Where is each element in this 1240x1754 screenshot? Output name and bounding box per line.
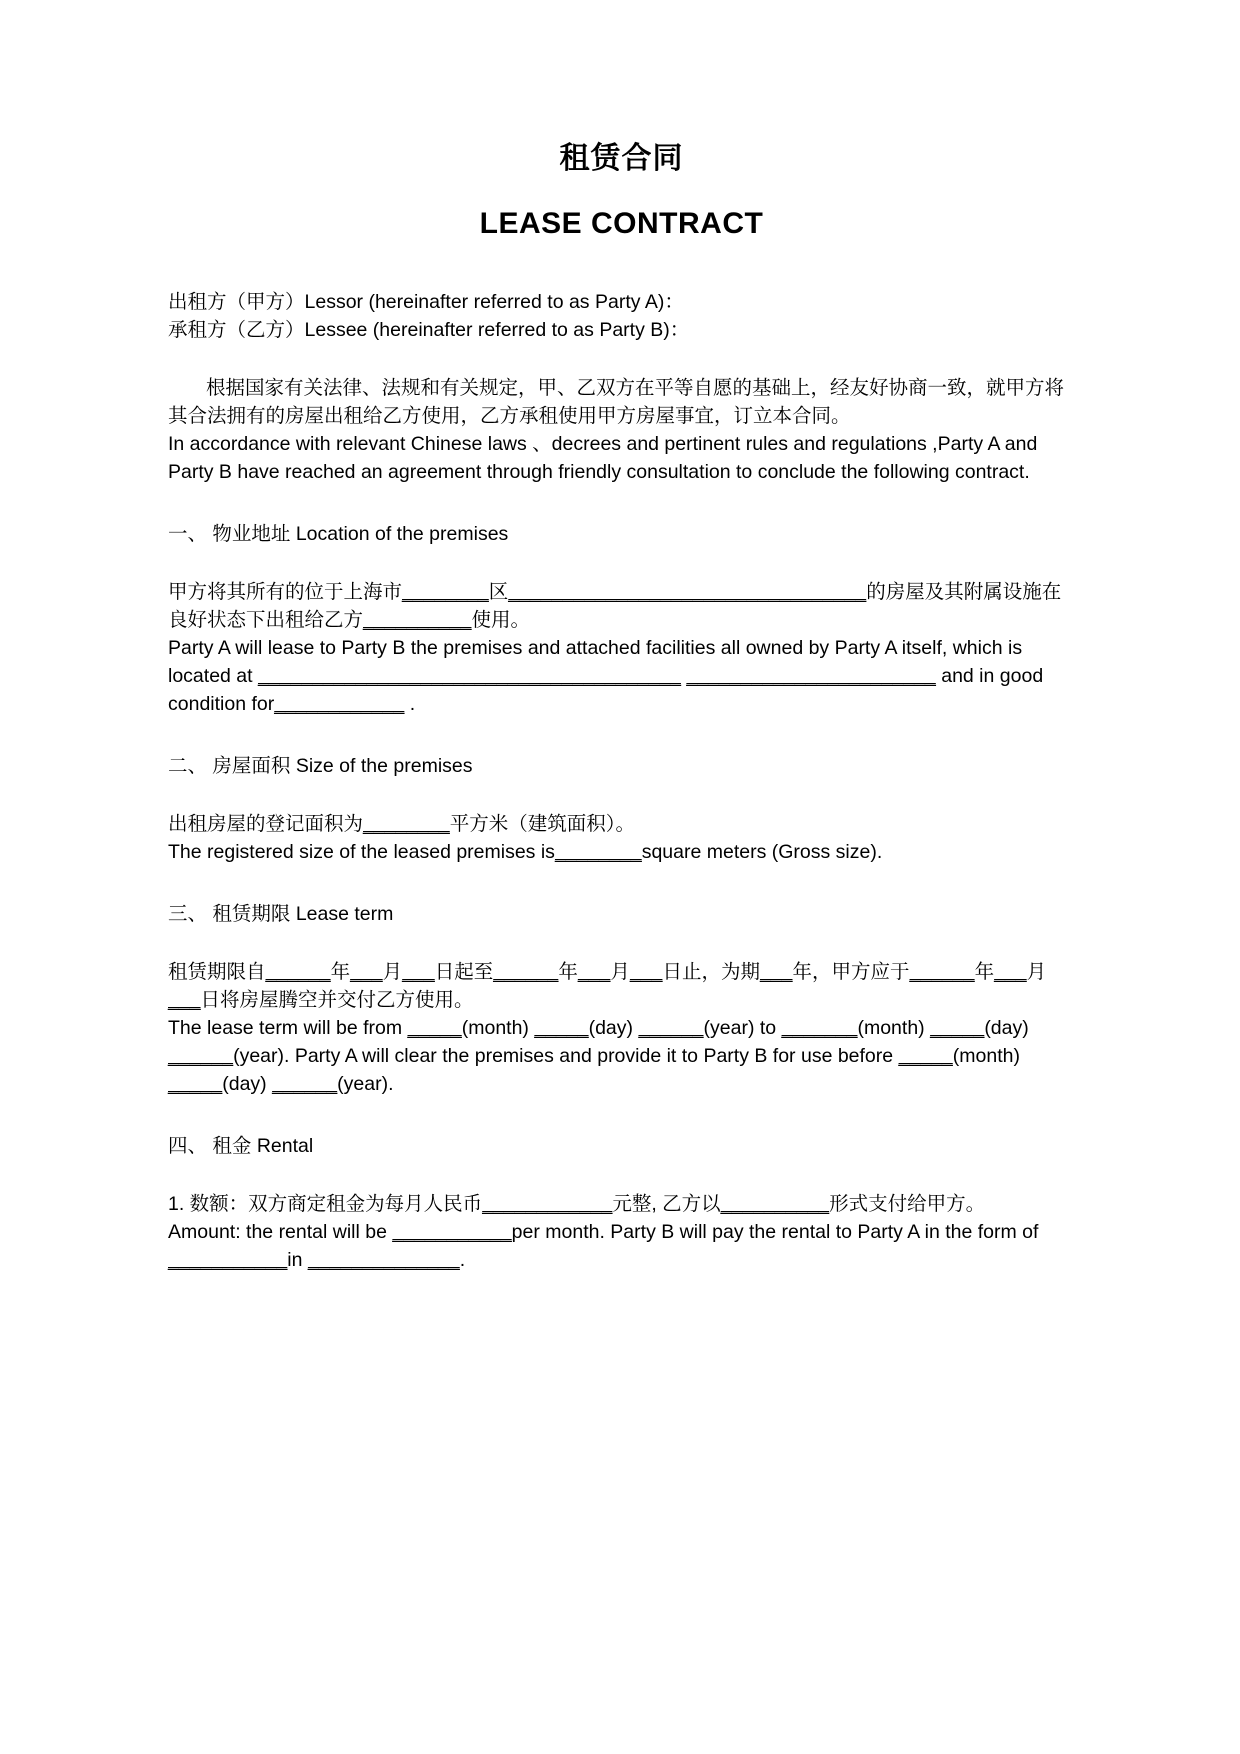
text-run: (month) xyxy=(952,1044,1020,1067)
blank-field[interactable]: ___ xyxy=(759,960,793,983)
section-location-english xyxy=(168,634,1075,718)
blank-field[interactable]: ______ xyxy=(272,1072,338,1095)
text-run: The registered size of the leased premises is xyxy=(168,840,555,863)
text-run: (day) xyxy=(984,1016,1029,1039)
text-run: (year). xyxy=(337,1072,394,1095)
section-heading-lease-term: 三、 租赁期限 Lease term xyxy=(168,902,394,925)
text-run: (day) xyxy=(588,1016,639,1039)
blank-field[interactable]: _______________________ xyxy=(686,664,936,687)
text-run: 年 xyxy=(974,960,995,983)
preamble-english: In accordance with relevant Chinese laws 、decrees and pertinent rules and regulations ,Party A and Party B have reached an agreement through friendly consultation to conclude the following contract. xyxy=(168,432,1038,483)
preamble-chinese: 根据国家有关法律、法规和有关规定，甲、乙双方在平等自愿的基础上，经友好协商一致，就甲方将其合法拥有的房屋出租给乙方使用，乙方承租使用甲方房屋事宜，订立本合同。 xyxy=(168,376,1065,427)
text-run: 日将房屋腾空并交付乙方使用。 xyxy=(200,988,474,1011)
blank-field[interactable]: ______ xyxy=(168,1044,234,1067)
text-run: 1. 数额：双方商定租金为每月人民币 xyxy=(168,1192,483,1215)
text-run: . xyxy=(459,1248,466,1271)
blank-field[interactable]: ______ xyxy=(638,1016,704,1039)
text-run: 平方米（建筑面积）。 xyxy=(449,812,636,835)
text-run: 月 xyxy=(610,960,630,983)
blank-field[interactable]: ___ xyxy=(994,960,1027,983)
text-run: 使用。 xyxy=(471,608,530,631)
section-lease-term-english xyxy=(168,1014,1075,1098)
blank-field[interactable]: _____ xyxy=(898,1044,953,1067)
text-run: 租赁期限自 xyxy=(168,960,266,983)
blank-field[interactable]: ___________ xyxy=(392,1220,512,1243)
text-run: (year). Party A will clear the premises and provide it to Party B for use before xyxy=(233,1044,899,1067)
text-run: 形式支付给甲方。 xyxy=(829,1192,986,1215)
text-run: 年 xyxy=(330,960,351,983)
blank-field[interactable]: ___ xyxy=(577,960,611,983)
blank-field[interactable]: ________ xyxy=(363,812,450,835)
text-run: and in good condition for xyxy=(168,664,1044,715)
text-run: 日起至 xyxy=(434,960,494,983)
blank-field[interactable]: __________ xyxy=(363,608,472,631)
blank-field[interactable]: _____ xyxy=(930,1016,985,1039)
blank-field[interactable]: ________ xyxy=(402,580,489,603)
spacer xyxy=(168,928,1075,958)
blank-field[interactable]: __________ xyxy=(720,1192,830,1215)
text-run: Amount: the rental will be xyxy=(168,1220,393,1243)
text-run: (year) to xyxy=(703,1016,782,1039)
text-run: 区 xyxy=(488,580,509,603)
section-size-chinese xyxy=(168,810,1075,838)
spacer xyxy=(168,866,1075,900)
text-run: The lease term will be from xyxy=(168,1016,408,1039)
text-run: (month) xyxy=(461,1016,535,1039)
blank-field[interactable]: ___________ xyxy=(168,1248,288,1271)
blank-field[interactable]: ______________ xyxy=(307,1248,460,1271)
spacer xyxy=(168,486,1075,520)
lessor-line: 出租方（甲方）Lessor (hereinafter referred to as Party A)： xyxy=(168,290,684,313)
text-run: (day) xyxy=(222,1072,273,1095)
blank-field[interactable]: ____________ xyxy=(482,1192,613,1215)
text-run: square meters (Gross size). xyxy=(641,840,883,863)
blank-field[interactable]: ______ xyxy=(909,960,975,983)
spacer xyxy=(168,718,1075,752)
text-run: 出租房屋的登记面积为 xyxy=(168,812,364,835)
blank-field[interactable]: ___ xyxy=(402,960,435,983)
text-run: per month. Party B will pay the rental to Party A in the form of xyxy=(511,1220,1039,1243)
blank-field[interactable]: ______ xyxy=(493,960,559,983)
blank-field[interactable]: ___ xyxy=(350,960,383,983)
spacer xyxy=(168,548,1075,578)
section-rental-english xyxy=(168,1218,1075,1274)
blank-field[interactable]: ________ xyxy=(554,840,642,863)
text-run: 的房屋及其附属设施在良好状态下出租给乙方 xyxy=(168,580,1062,631)
section-location-chinese xyxy=(168,578,1075,634)
text-run: . xyxy=(404,692,416,715)
section-heading-size: 二、 房屋面积 Size of the premises xyxy=(168,754,473,777)
blank-field[interactable]: _____ xyxy=(168,1072,223,1095)
section-heading-location: 一、 物业地址 Location of the premises xyxy=(168,522,509,545)
blank-field[interactable]: _________________________________ xyxy=(508,580,867,603)
section-rental-chinese xyxy=(168,1190,1075,1218)
section-lease-term-chinese xyxy=(168,958,1075,1014)
blank-field[interactable]: _____ xyxy=(407,1016,462,1039)
text-run: 月 xyxy=(1026,960,1047,983)
text-run: 年 xyxy=(558,960,578,983)
blank-field[interactable]: ______ xyxy=(265,960,331,983)
section-heading-rental: 四、 租金 Rental xyxy=(168,1134,314,1157)
spacer xyxy=(168,1160,1075,1190)
text-run: 元整, 乙方以 xyxy=(612,1192,721,1215)
blank-field[interactable]: _____ xyxy=(534,1016,589,1039)
lessee-line: 承租方（乙方）Lessee (hereinafter referred to as Party B)： xyxy=(168,318,690,341)
spacer xyxy=(168,344,1075,374)
text-run: Party A will lease to Party B the premises and attached facilities all owned by Party A itself, which is located at xyxy=(168,636,1023,687)
text-run: 年，甲方应于 xyxy=(792,960,910,983)
text-run: in xyxy=(287,1248,308,1271)
text-run: 甲方将其所有的位于上海市 xyxy=(168,580,403,603)
section-size-english xyxy=(168,838,1075,866)
page-title-english: LEASE CONTRACT xyxy=(479,206,764,240)
blank-field[interactable]: ___ xyxy=(168,988,201,1011)
blank-field[interactable]: _______ xyxy=(781,1016,858,1039)
blank-field[interactable]: _______________________________________ xyxy=(257,664,681,687)
text-run: (month) xyxy=(857,1016,931,1039)
page-title-chinese: 租赁合同 xyxy=(559,142,684,175)
blank-field[interactable]: ____________ xyxy=(274,692,405,715)
text-run: 日止，为期 xyxy=(662,960,760,983)
text-run: 月 xyxy=(382,960,403,983)
blank-field[interactable]: ___ xyxy=(629,960,663,983)
spacer xyxy=(168,780,1075,810)
spacer xyxy=(168,1098,1075,1132)
